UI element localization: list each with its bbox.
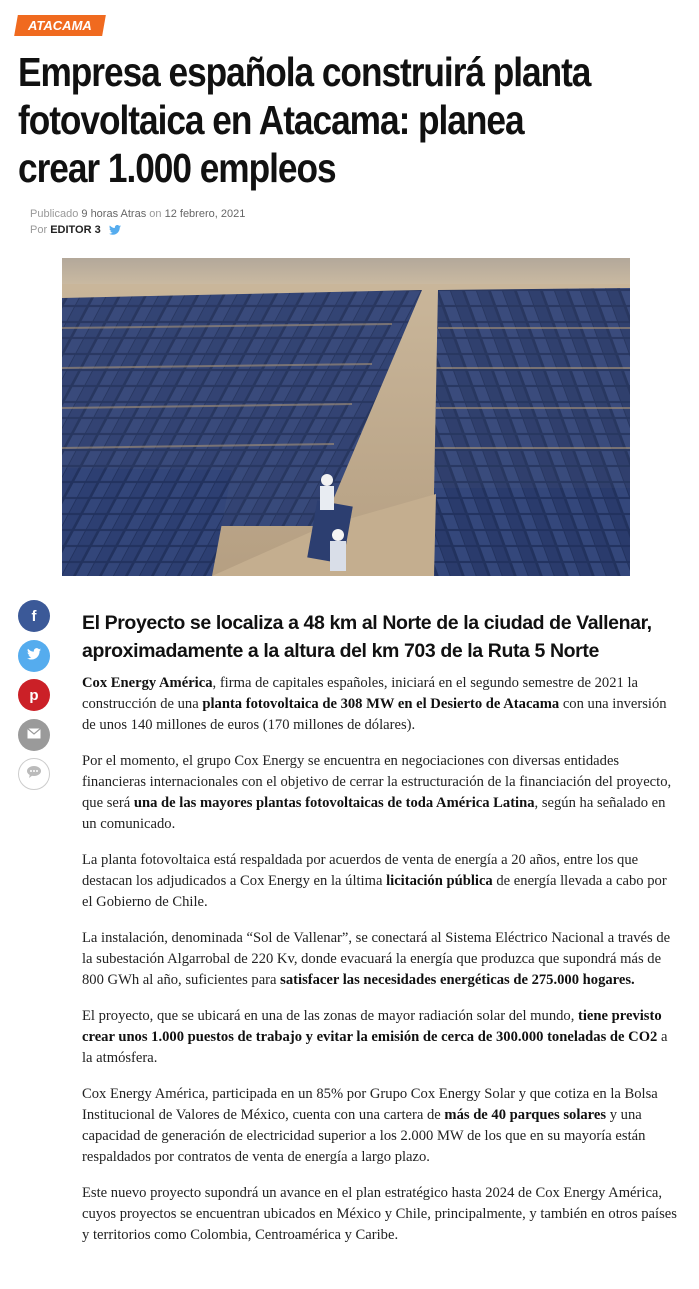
publish-date: 12 febrero, 2021 xyxy=(164,208,246,220)
emphasis-text: más de 40 parques solares xyxy=(444,1107,607,1123)
paragraph-text: con una inversión de unos 140 millones de euros (170 millones de dólares). xyxy=(82,696,667,733)
paragraph xyxy=(82,850,678,913)
twitter-share-button[interactable] xyxy=(18,640,50,672)
twitter-icon xyxy=(27,647,41,664)
article-headline: Empresa española construirá planta fotovoltaica en Atacama: planea crear 1.000 empleos xyxy=(18,49,591,191)
paragraph-text: La instalación, denominada “Sol de Vallenar”, se conectará al Sistema Eléctrico Nacional a través de la subestación Algarrobal de 220 Kv, donde evacuará la energía que produzca que supondrá más de 800 GWh al año, suficientes para xyxy=(82,930,671,988)
email-share-button[interactable] xyxy=(18,719,50,751)
paragraph-text: Cox Energy América, participada en un 85% por Grupo Cox Energy Solar y que cotiza en la Bolsa Institucional de Valores de México, cuenta con una cartera de xyxy=(82,1086,658,1123)
paragraph-text: , firma de capitales españoles, iniciará en el segundo semestre de 2021 la construcción de una xyxy=(82,675,639,712)
article-body xyxy=(82,673,678,1261)
paragraph-text: Por el momento, el grupo Cox Energy se encuentra en negociaciones con diversas entidades financieras internacionales con el objetivo de cerrar la estructuración de la financiación del proyecto, que será xyxy=(82,753,672,811)
article-subheading: El Proyecto se localiza a 48 km al Norte de la ciudad de Vallenar, aproximadamente a la altura del km 703 de la Ruta 5 Norte xyxy=(82,612,652,662)
share-bar xyxy=(18,600,50,798)
paragraph xyxy=(82,751,678,835)
publish-line xyxy=(30,206,245,222)
emphasis-text: licitación pública xyxy=(386,873,493,889)
emphasis-text: una de las mayores plantas fotovoltaicas de toda América Latina xyxy=(133,795,535,811)
emphasis-text: planta fotovoltaica de 308 MW en el Desierto de Atacama xyxy=(202,696,560,712)
hero-image xyxy=(62,258,630,576)
paragraph-text: , según ha señalado en un comunicado. xyxy=(82,795,666,832)
paragraph-text: Este nuevo proyecto supondrá un avance en el plan estratégico hasta 2024 de Cox Energy América, cuyos proyectos se encuentran ubicados en México y Chile, principalmente, y también en otros países y territorios como Colombia, Centroamérica y Caribe. xyxy=(82,1185,677,1243)
paragraph-text: La planta fotovoltaica está respaldada por acuerdos de venta de energía a 20 años, entre los que destacan los adjudicados a Cox Energy en la última xyxy=(82,852,639,889)
emphasis-text: tiene previsto crear unos 1.000 puestos de trabajo y evitar la emisión de cerca de 300.000 toneladas de CO2 xyxy=(82,1008,662,1045)
paragraph-text: El proyecto, que se ubicará en una de las zonas de mayor radiación solar del mundo, xyxy=(82,1008,579,1024)
paragraph xyxy=(82,928,678,991)
by-label: Por xyxy=(30,224,48,236)
paragraph xyxy=(82,1084,678,1168)
paragraph xyxy=(82,1183,678,1246)
paragraph xyxy=(82,1006,678,1069)
author-link[interactable]: EDITOR 3 xyxy=(50,224,101,236)
pinterest-icon: p xyxy=(29,686,39,704)
twitter-icon[interactable] xyxy=(109,224,121,240)
paragraph-text: y una capacidad de generación de electricidad superior a los 2.000 MW de los que en su mayoría están respaldados por contratos de venta de energía a largo plazo. xyxy=(82,1107,646,1165)
email-icon xyxy=(27,726,41,743)
facebook-icon: f xyxy=(31,607,37,625)
paragraph-text: a la atmósfera. xyxy=(82,1029,668,1066)
comment-button[interactable] xyxy=(18,758,50,790)
facebook-share-button[interactable] xyxy=(18,600,50,632)
article-meta xyxy=(30,206,245,240)
category-label: ATACAMA xyxy=(28,18,92,33)
comment-icon xyxy=(26,765,42,783)
published-label: Publicado xyxy=(30,208,79,220)
on-label: on xyxy=(149,208,162,220)
category-tag[interactable] xyxy=(14,15,105,36)
pinterest-share-button[interactable] xyxy=(18,679,50,711)
emphasis-text: Cox Energy América xyxy=(82,675,213,691)
paragraph xyxy=(82,673,678,736)
author-line xyxy=(30,222,245,240)
solar-plant-photo xyxy=(62,258,630,576)
paragraph-text: de energía llevada a cabo por el Gobierno de Chile. xyxy=(82,873,667,910)
emphasis-text: satisfacer las necesidades energéticas de 275.000 hogares. xyxy=(280,972,635,988)
time-ago: 9 horas Atras xyxy=(81,208,147,220)
